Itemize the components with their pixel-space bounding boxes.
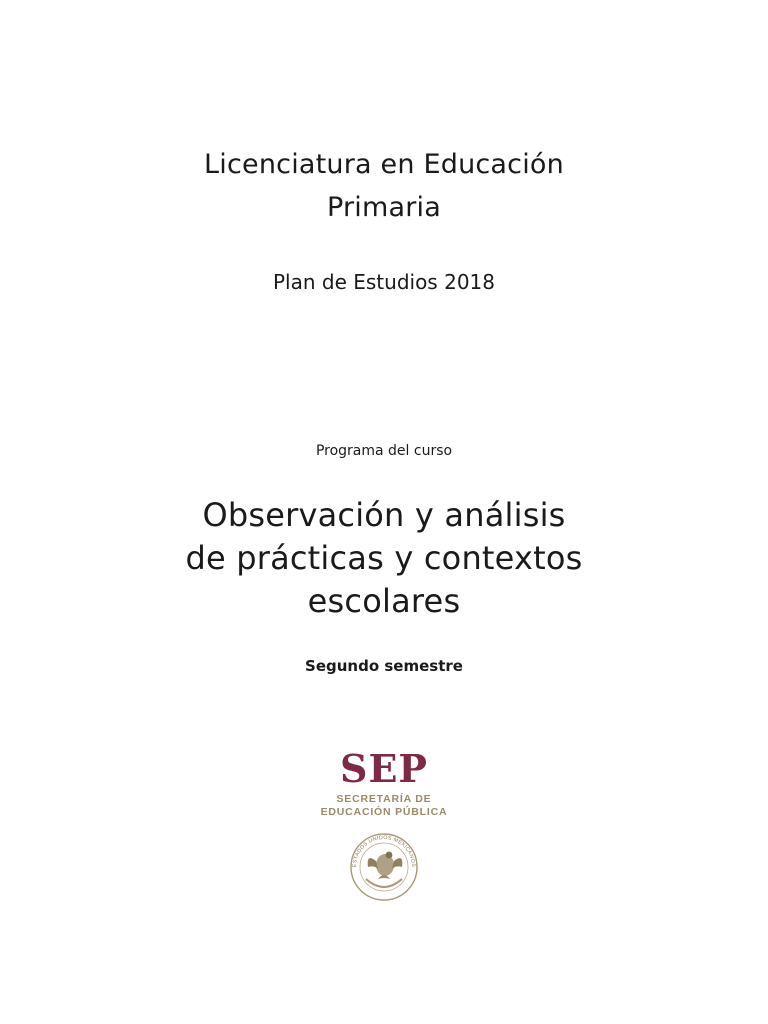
seal-text: ESTADOS UNIDOS MEXICANOS — [351, 834, 417, 868]
degree-title — [0, 143, 768, 229]
study-plan: Plan de Estudios 2018 — [272, 270, 495, 294]
semester-label: Segundo semestre — [305, 657, 463, 675]
national-seal-icon — [348, 831, 420, 903]
degree-title-line2: Primaria — [326, 192, 441, 223]
sep-name-line1: SECRETARÍA DE — [336, 793, 432, 805]
program-label: Programa del curso — [315, 443, 453, 459]
sep-logo — [284, 745, 484, 905]
sep-acronym: SEP — [340, 746, 428, 791]
course-title-line2: de prácticas y contextos — [185, 539, 583, 577]
course-title — [0, 494, 768, 623]
course-title-line1: Observación y análisis — [202, 496, 566, 534]
course-title-line3: escolares — [307, 582, 461, 620]
sep-name-line2: EDUCACIÓN PÚBLICA — [320, 806, 448, 818]
degree-title-line1: Licenciatura en Educación — [204, 149, 564, 180]
